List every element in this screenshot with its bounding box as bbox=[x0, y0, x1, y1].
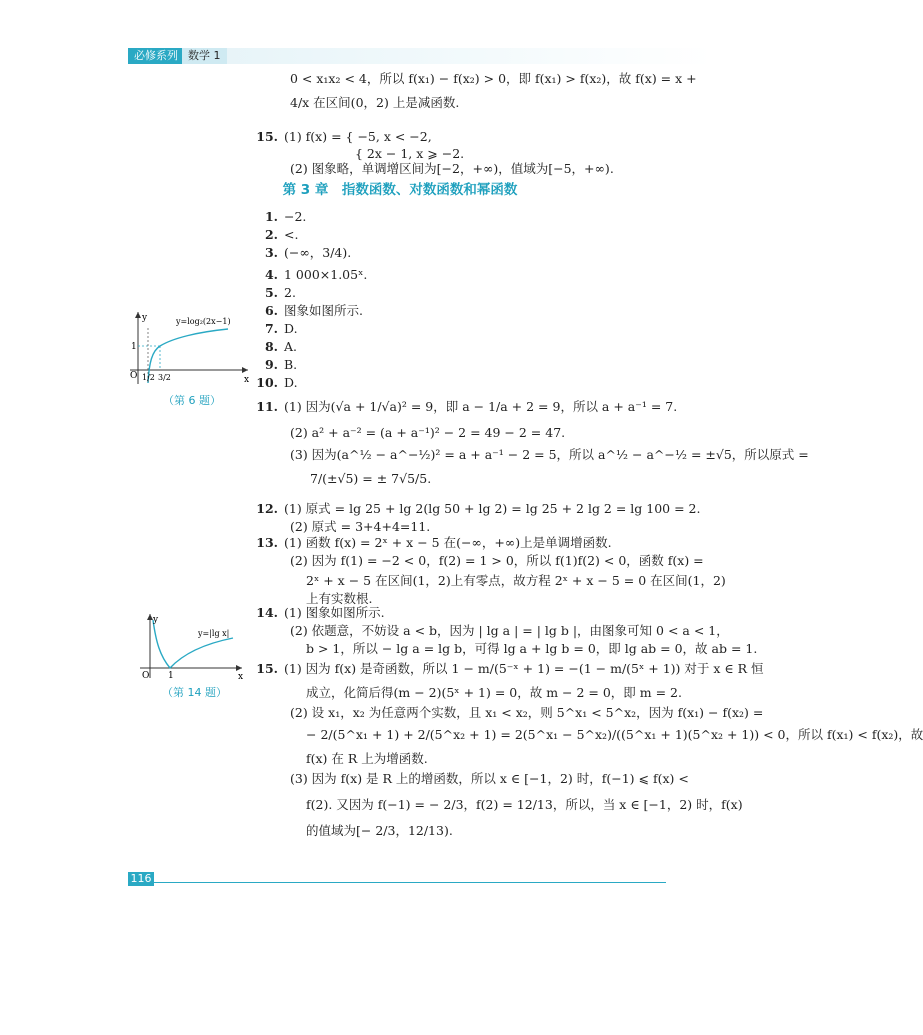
answer-row bbox=[252, 302, 363, 320]
q13-number: 13. bbox=[256, 535, 278, 550]
answer-text: B. bbox=[284, 357, 298, 372]
axis-x-label: x bbox=[244, 375, 250, 385]
q13-line-4: 上有实数根. bbox=[306, 591, 373, 606]
answer-row bbox=[252, 244, 351, 262]
q13-line-3: 2ˣ + x − 5 在区间(1，2)上有零点，故方程 2ˣ + x − 5 = 0 在区间(1，2) bbox=[306, 573, 726, 588]
q14-number: 14. bbox=[256, 605, 278, 620]
q15b-line-2: 成立，化简后得(m − 2)(5ˣ + 1) = 0，故 m − 2 = 0，即 m = 2. bbox=[306, 685, 682, 700]
q15b-line-4: − 2/(5^x₁ + 1) + 2/(5^x₂ + 1) = 2(5^x₁ − 5^x₂)/((5^x₁ + 1)(5^x₂ + 1)) < 0，所以 f(x₁) < f(x₂)，故 bbox=[306, 727, 923, 742]
answer-row bbox=[252, 320, 298, 338]
answer-number: 2. bbox=[264, 227, 278, 242]
chapter-title: 第 3 章 指数函数、对数函数和幂函数 bbox=[282, 182, 518, 198]
axis-y-label: y bbox=[153, 615, 159, 625]
q11-number: 11. bbox=[256, 399, 278, 414]
q15b-line-6: (3) 因为 f(x) 是 R 上的增函数，所以 x ∈ [−1，2) 时，f(−1) ⩽ f(x) < bbox=[290, 771, 689, 786]
answer-number: 5. bbox=[264, 285, 278, 300]
answer-text: (−∞，3/4). bbox=[284, 245, 352, 260]
answer-row bbox=[252, 374, 298, 392]
answer-number: 6. bbox=[264, 303, 278, 318]
curve-label: y=log₂(2x−1) bbox=[176, 317, 231, 326]
q15-top-part2: (2) 图象略，单调增区间为[−2，+∞)，值域为[−5，+∞). bbox=[290, 161, 614, 176]
origin-label: O bbox=[142, 671, 150, 681]
answer-text: −2. bbox=[284, 209, 307, 224]
answer-number: 8. bbox=[264, 339, 278, 354]
origin-label: O bbox=[130, 371, 138, 381]
top-line-1: 0 < x₁x₂ < 4，所以 f(x₁) − f(x₂) > 0，即 f(x₁) > f(x₂)，故 f(x) = x + bbox=[290, 71, 697, 86]
q12-line-1 bbox=[252, 500, 700, 518]
q13-line-2: (2) 因为 f(1) = −2 < 0，f(2) = 1 > 0，所以 f(1)f(2) < 0，函数 f(x) = bbox=[290, 553, 704, 568]
answer-number: 3. bbox=[264, 245, 278, 260]
q11-line-2: (2) a² + a⁻² = (a + a⁻¹)² − 2 = 49 − 2 = 47. bbox=[290, 425, 566, 440]
q15b-line-8: 的值域为[− 2/3，12/13). bbox=[306, 823, 453, 838]
q15-top-part1 bbox=[252, 128, 432, 146]
q12-text-1: (1) 原式 = lg 25 + lg 2(lg 50 + lg 2) = lg 25 + 2 lg 2 = lg 100 = 2. bbox=[284, 501, 701, 516]
q14-line-1 bbox=[252, 604, 385, 622]
footer-rule bbox=[128, 882, 666, 883]
figure-14-caption: （第 14 题） bbox=[162, 686, 227, 699]
answer-text: <. bbox=[284, 227, 299, 242]
x-axis-arrow bbox=[236, 665, 242, 671]
answer-text: 图象如图所示. bbox=[284, 303, 363, 318]
answer-row bbox=[252, 356, 297, 374]
q11-text-1: (1) 因为(√a + 1/√a)² = 9，即 a − 1/a + 2 = 9，所以 a + a⁻¹ = 7. bbox=[284, 399, 678, 414]
curve-label: y=|lg x| bbox=[198, 629, 230, 638]
answer-number: 9. bbox=[264, 357, 278, 372]
answer-number: 1. bbox=[264, 209, 278, 224]
answer-row bbox=[252, 266, 367, 284]
q11-line-3: (3) 因为(a^½ − a^−½)² = a + a⁻¹ − 2 = 5，所以 a^½ − a^−½ = ±√5，所以原式 = bbox=[290, 447, 809, 462]
abs-log-curve bbox=[153, 620, 233, 668]
q14-text-1: (1) 图象如图所示. bbox=[284, 605, 385, 620]
q12-number: 12. bbox=[256, 501, 278, 516]
answer-text: A. bbox=[284, 339, 298, 354]
q15-piecewise-line2: { 2x − 1, x ⩾ −2. bbox=[355, 146, 465, 161]
tick-half: 1/2 bbox=[142, 373, 155, 382]
answer-row bbox=[252, 226, 298, 244]
figure-14-graph bbox=[138, 612, 248, 682]
answer-row bbox=[252, 284, 296, 302]
answer-text: 2. bbox=[284, 285, 296, 300]
book-label: 数学 1 bbox=[182, 48, 227, 64]
answer-number: 4. bbox=[264, 267, 278, 282]
answer-text: 1 000×1.05ˣ. bbox=[284, 267, 368, 282]
figure-6-graph bbox=[128, 308, 258, 388]
q13-text-1: (1) 函数 f(x) = 2ˣ + x − 5 在(−∞，+∞)上是单调增函数. bbox=[284, 535, 612, 550]
q15b-line-1 bbox=[252, 660, 764, 678]
answer-row bbox=[252, 208, 306, 226]
q15-number: 15. bbox=[256, 129, 278, 144]
q12-line-2: (2) 原式 = 3+4+4=11. bbox=[290, 519, 431, 534]
tick-1-y: 1 bbox=[131, 342, 137, 352]
axis-x-label: x bbox=[238, 672, 244, 682]
q15b-line-7: f(2). 又因为 f(−1) = − 2/3，f(2) = 12/13，所以，当 x ∈ [−1，2) 时，f(x) bbox=[306, 797, 743, 812]
answer-text: D. bbox=[284, 375, 298, 390]
answer-row bbox=[252, 338, 297, 356]
q11-line-1 bbox=[252, 398, 677, 416]
axis-y-label: y bbox=[142, 313, 148, 323]
q14-line-3: b > 1，所以 − lg a = lg b，可得 lg a + lg b = 0，即 lg ab = 0，故 ab = 1. bbox=[306, 641, 758, 656]
tick-1: 1 bbox=[168, 671, 174, 681]
q15b-number: 15. bbox=[256, 661, 278, 676]
answer-number: 10. bbox=[256, 375, 278, 390]
q14-line-2: (2) 依题意，不妨设 a < b，因为 | lg a | = | lg b |，由图象可知 0 < a < 1， bbox=[290, 623, 729, 638]
page-number: 116 bbox=[128, 872, 154, 886]
figure-6-caption: （第 6 题） bbox=[163, 394, 221, 407]
q15-piecewise-line1: (1) f(x) = { −5, x < −2, bbox=[284, 129, 432, 144]
y-axis-arrow bbox=[135, 312, 141, 318]
answer-text: D. bbox=[284, 321, 298, 336]
answer-number: 7. bbox=[264, 321, 278, 336]
q15b-line-3: (2) 设 x₁，x₂ 为任意两个实数，且 x₁ < x₂，则 5^x₁ < 5^x₂，因为 f(x₁) − f(x₂) = bbox=[290, 705, 764, 720]
tick-three-halves: 3/2 bbox=[158, 373, 171, 382]
q15b-text-1: (1) 因为 f(x) 是奇函数，所以 1 − m/(5⁻ˣ + 1) = −(1 − m/(5ˣ + 1)) 对于 x ∈ R 恒 bbox=[284, 661, 764, 676]
series-tag: 必修系列 bbox=[128, 48, 184, 64]
x-axis-arrow bbox=[242, 367, 248, 373]
top-line-2: 4/x 在区间(0，2) 上是减函数. bbox=[290, 95, 460, 110]
q15b-line-5: f(x) 在 R 上为增函数. bbox=[306, 751, 428, 766]
q11-line-4: 7/(±√5) = ± 7√5/5. bbox=[310, 471, 432, 486]
q13-line-1 bbox=[252, 534, 612, 552]
